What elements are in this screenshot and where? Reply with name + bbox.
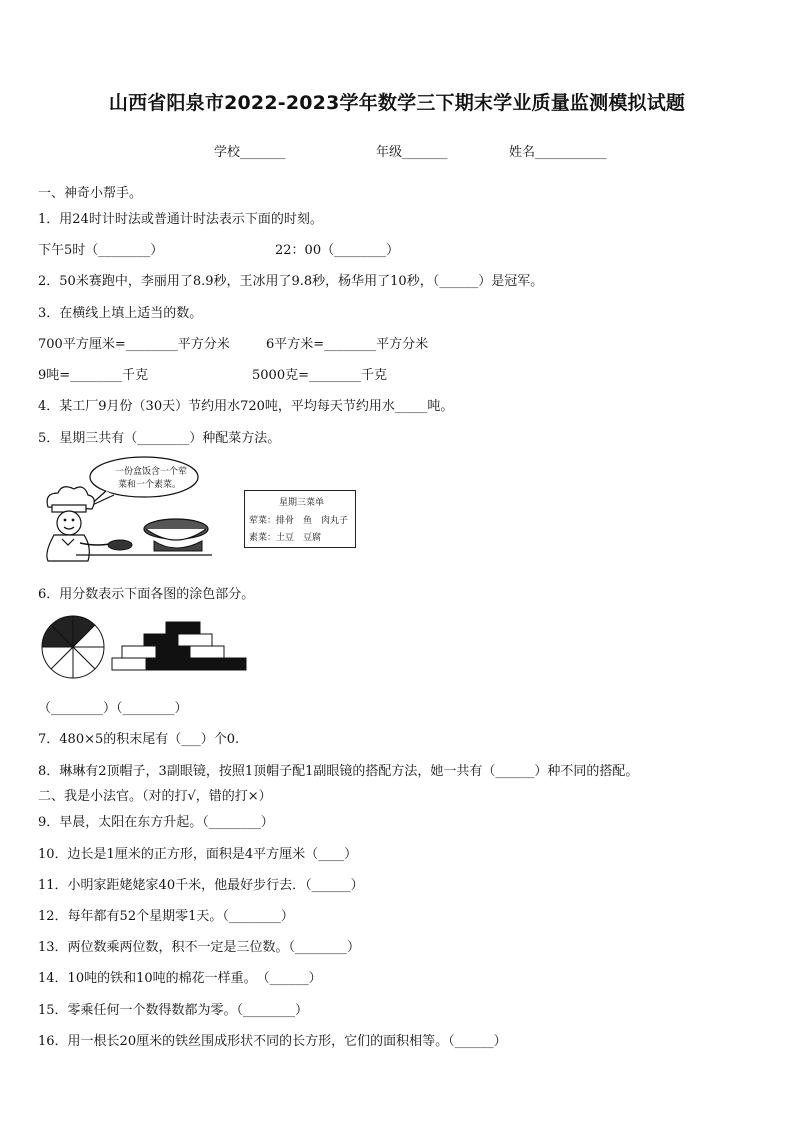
name-field[interactable]: 姓名___________ bbox=[509, 145, 607, 160]
section-heading-2: 二、我是小法官。（对的打√，错的打×） bbox=[38, 789, 272, 804]
menu-meat: 荤菜：排骨 鱼 肉丸子 bbox=[249, 516, 349, 526]
brick bbox=[214, 658, 246, 670]
section-heading-1: 一、神奇小帮手。 bbox=[38, 186, 143, 201]
question-9[interactable]: 9．早晨，太阳在东方升起。（________） bbox=[38, 815, 274, 830]
question-10[interactable]: 10．边长是1厘米的正方形，面积是4平方厘米（____） bbox=[38, 847, 358, 862]
brick bbox=[178, 634, 212, 646]
question-3d[interactable]: 5000克=________千克 bbox=[252, 368, 387, 383]
question-3b[interactable]: 6平方米=________平方分米 bbox=[266, 337, 429, 352]
question-12[interactable]: 12．每年都有52个星期零1天。（________） bbox=[38, 909, 294, 924]
question-16[interactable]: 16．用一根长20厘米的铁丝围成形状不同的长方形，它们的面积相等。（______） bbox=[38, 1034, 507, 1049]
brick bbox=[146, 658, 180, 670]
fraction-bricks bbox=[110, 620, 250, 676]
brick bbox=[112, 658, 146, 670]
question-14[interactable]: 14．10吨的铁和10吨的棉花一样重。 （______） bbox=[38, 971, 322, 986]
question-4[interactable]: 4．某工厂9月份（30天）节约用水720吨，平均每天节约用水_____吨。 bbox=[38, 399, 454, 414]
question-15[interactable]: 15．零乘任何一个数得数都为零。（________） bbox=[38, 1003, 309, 1018]
question-1b[interactable]: 22：00（________） bbox=[275, 243, 400, 258]
question-7[interactable]: 7．480×5的积末尾有（___）个0. bbox=[38, 732, 240, 747]
question-1: 1．用24时计时法或普通计时法表示下面的时刻。 bbox=[38, 212, 323, 227]
brick bbox=[122, 646, 156, 658]
menu-veg: 素菜：土豆 豆腐 bbox=[249, 533, 322, 543]
question-8[interactable]: 8．琳琳有2顶帽子，3副眼镜，按照1顶帽子配1副眼镜的搭配方法，她一共有（______）种不同的搭配。 bbox=[38, 764, 639, 779]
menu-title: 星期三菜单 bbox=[279, 498, 325, 508]
bubble-line-2: 菜和一个素菜。 bbox=[118, 480, 182, 490]
question-3: 3．在横线上填上适当的数。 bbox=[38, 306, 203, 321]
question-3c[interactable]: 9吨=________千克 bbox=[38, 368, 149, 383]
brick bbox=[144, 634, 178, 646]
question-2[interactable]: 2．50米赛跑中，李丽用了8.9秒，王冰用了9.8秒，杨华用了10秒，（______）是冠军。 bbox=[38, 274, 544, 289]
brick bbox=[190, 646, 224, 658]
brick bbox=[180, 658, 214, 670]
question-6: 6．用分数表示下面各图的涂色部分。 bbox=[38, 587, 255, 602]
question-5[interactable]: 5．星期三共有（________）种配菜方法。 bbox=[38, 431, 281, 446]
school-field[interactable]: 学校_______ bbox=[214, 145, 286, 160]
question-11[interactable]: 11．小明家距姥姥家40千米，他最好步行去．（______） bbox=[38, 878, 364, 893]
question-13[interactable]: 13．两位数乘两位数，积不一定是三位数。（________） bbox=[38, 940, 361, 955]
wednesday-menu bbox=[244, 490, 356, 548]
page-title: 山西省阳泉市2022-2023学年数学三下期末学业质量监测模拟试题 bbox=[108, 92, 686, 114]
question-6-answers[interactable]: （________）（________） bbox=[38, 701, 188, 716]
bubble-line-1: 一份盒饭含一个荤 bbox=[115, 467, 188, 477]
fraction-circle bbox=[40, 614, 106, 680]
grade-field[interactable]: 年级_______ bbox=[376, 145, 448, 160]
brick bbox=[156, 646, 190, 658]
brick bbox=[166, 622, 200, 634]
question-3a[interactable]: 700平方厘米=________平方分米 bbox=[38, 337, 230, 352]
question-1a[interactable]: 下午5时（________） bbox=[38, 243, 164, 258]
